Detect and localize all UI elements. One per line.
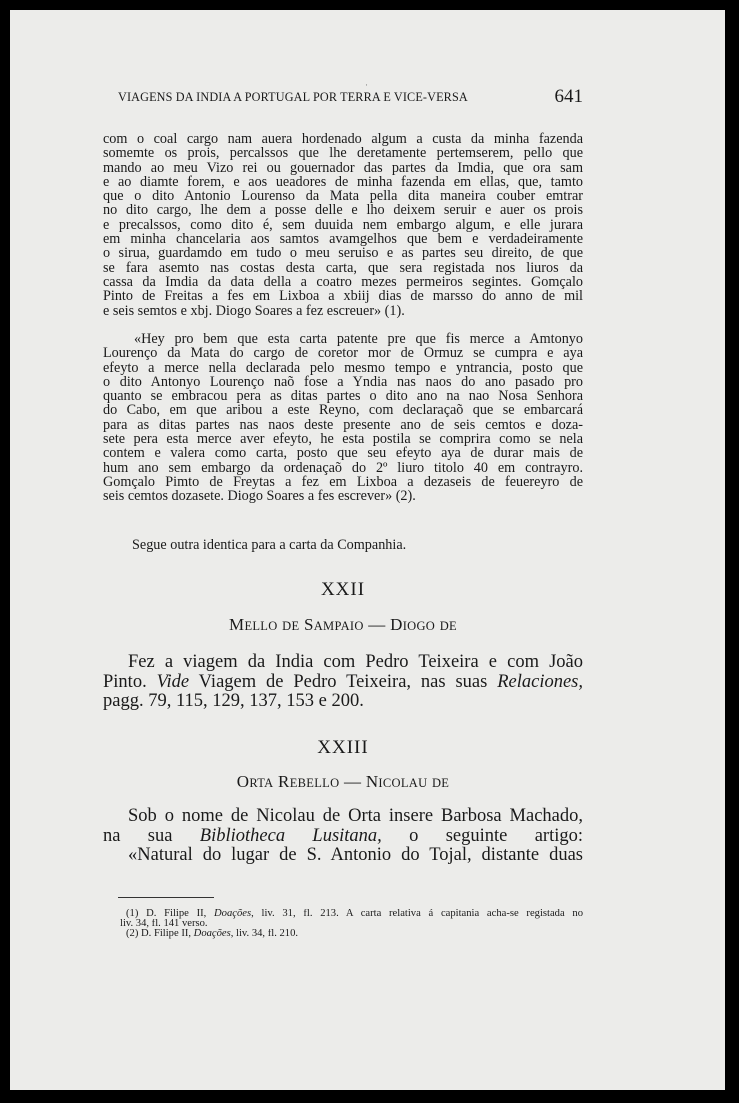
text-line: cassa da Imdia da data della a coatro mezes permeiros segintes. Gomçalo xyxy=(103,274,583,290)
text-line: somemte os prois, percalssos que lhe deretamente pertemserem, pello que xyxy=(103,146,583,161)
running-title: VIAGENS DA INDIA A PORTUGAL POR TERRA E VICE-VERSA xyxy=(118,90,468,104)
text-line: pagg. 79, 115, 129, 137, 153 e 200. xyxy=(103,692,364,712)
particle-de: DE xyxy=(282,619,300,633)
text-line: que o dito Antonio Lourenso da Mata pella dita maneira couber emtrar xyxy=(103,189,583,204)
text-line: Pinto de Freitas a fes em Lixboa a xbiij dias de marsso do anno de mil xyxy=(103,289,583,304)
page-speck: · xyxy=(365,80,368,90)
italic-vide: Vide xyxy=(156,672,190,692)
particle-de: DE xyxy=(439,619,457,633)
text-line: para as ditas partes nas naos deste presente ano de seis cemtos e doza- xyxy=(103,417,583,433)
text-line: o dito Antonyo Lourenço naõ fose a Yndia nas naos do ano pasado pro xyxy=(103,374,583,390)
book-page xyxy=(10,10,725,1090)
text-line: na sua Bibliotheca Lusitana, o seguinte artigo: xyxy=(103,826,583,846)
footnote-1: (1) D. Filipe II, Doações, liv. 31, fl. 213. A carta relativa á capitania acha-se registada no xyxy=(126,909,583,919)
running-head xyxy=(118,86,583,110)
author-heading-mello xyxy=(103,615,583,635)
text-line: se fara asemto nas costas desta carta, que sera registada nos liuros da xyxy=(103,260,583,275)
paragraph-letter-continuation xyxy=(103,132,583,318)
text-line: do Cabo, em que aribou a este Reyno, com declaraçaõ que se embarcará xyxy=(103,403,583,418)
author-given: NICOLAU xyxy=(365,772,428,791)
text-line: Pinto. Vide Viagem de Pedro Teixeira, nas suas Relaciones, xyxy=(103,672,583,692)
text-line: mando ao meu Vizo rei ou gouernador das partes da Imdia, que ora sam xyxy=(103,160,583,175)
author-surname: ORTA xyxy=(236,772,274,791)
text-line: «Natural do lugar de S. Antonio do Tojal, distante duas xyxy=(128,846,583,866)
text-line: «Hey pro bem que esta carta patente pre que fis merce a Amtonyo xyxy=(134,332,583,347)
footnote-2: (2) D. Filipe II, Doações, liv. 34, fl. 210. xyxy=(126,929,299,940)
footnotes xyxy=(120,909,583,940)
author-place: REBELLO xyxy=(278,772,340,791)
text-line: e seis semtos e xbj. Diogo Soares a fez escreuer» (1). xyxy=(103,303,405,318)
page-number: 641 xyxy=(554,86,583,107)
footnote-1-continuation: liv. 34, fl. 141 verso. xyxy=(120,919,208,930)
paragraph-orta xyxy=(103,807,583,866)
author-place: SAMPAIO xyxy=(303,615,364,634)
heading-dash: — xyxy=(363,615,391,634)
author-heading-orta xyxy=(103,772,583,792)
text-line: com o coal cargo nam auera hordenado algum a custa da minha fazenda xyxy=(103,132,583,147)
section-number-xxii: XXII xyxy=(320,579,366,600)
author-given: DIOGO xyxy=(390,615,436,634)
note-line: Segue outra identica para a carta da Companhia. xyxy=(132,537,407,553)
text-line: e ao diamte forem, e aos ueadores de minha fazenda em ellas, que, tamto xyxy=(103,174,583,190)
text-line: Gomçalo Pimto de Freytas a fez em Lixboa a dezaseis de feuereyro de xyxy=(103,474,583,490)
particle-de: DE xyxy=(431,776,450,790)
italic-bibliotheca: Bibliotheca Lusitana, xyxy=(199,826,382,846)
text-line: em minha chancelaria aos samtos avamgelhos que bem e verdadeiramente xyxy=(103,232,583,247)
author-surname: MELLO xyxy=(229,615,278,634)
text-line: Fez a viagem da India com Pedro Teixeira e com João xyxy=(128,653,583,672)
text-line: Sob o nome de Nicolau de Orta insere Barbosa Machado, xyxy=(128,807,583,826)
text-line: Lourenço da Mata do cargo de coretor mor de Ormuz se cumpra e aya xyxy=(103,346,583,361)
section-number-xxiii: XXIII xyxy=(317,737,369,758)
text-line: quanto se embracou pera as ditas partes o dito ano na nao Nosa Senhora xyxy=(103,389,583,404)
paragraph-mello xyxy=(103,653,583,712)
text-line: o sirua, guardamdo em tudo o meu seruiso e as partes seu direito, de que xyxy=(103,246,583,261)
heading-dash: — xyxy=(339,772,366,791)
text-line: e precalssos, como dito é, sem duuida nem embargo algum, e elle jurara xyxy=(103,217,583,233)
text-line: no dito cargo, lhe dem a posse delle e lho deixem seruir e auer os prois xyxy=(103,203,583,218)
text-line: contem e valera como carta, posto que seu efeyto aya de durar mais de xyxy=(103,446,583,461)
text-line: efeyto a merce nella declarada pelo mesmo tempo e yntrancia, posto que xyxy=(103,360,583,375)
italic-relaciones: Relaciones, xyxy=(497,672,583,692)
text-line: sete pera esta merce aver efeyto, he esta postila se comprira como se nela xyxy=(103,432,583,447)
paragraph-postila xyxy=(103,332,583,504)
footnote-rule xyxy=(118,897,214,898)
text-line: hum ano sem embargo da ordenaçaõ do 2º liuro titolo 40 em contrayro. xyxy=(103,460,583,475)
text-line: seis cemtos dozasete. Diogo Soares a fes escrever» (2). xyxy=(103,489,416,504)
